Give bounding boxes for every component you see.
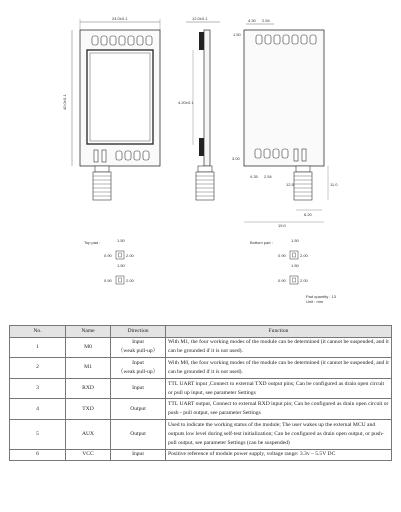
pin-function: TTL UART input ,Connect to external TXD output pins; Can be configured as drain open circuit or pull up input, see parameter Settings xyxy=(166,378,392,399)
bottom-view xyxy=(232,18,338,228)
pin-function: Used to indicate the working status of the module; The user wakes up the external MCU and outputs low level during self-test initialization; Can be configured as drain open output, or push-pull output, see parameter Settings (can be suspended) xyxy=(166,419,392,449)
svg-text:2.00: 2.00 xyxy=(300,278,308,283)
svg-text:3.00: 3.00 xyxy=(232,156,240,161)
pin-name: VCC xyxy=(66,449,111,461)
top-pad-detail xyxy=(84,238,135,284)
table-header-row xyxy=(10,326,392,338)
svg-text:11.0: 11.0 xyxy=(330,182,338,187)
svg-text:0.90: 0.90 xyxy=(104,278,112,283)
bottom-pad-detail xyxy=(250,238,337,304)
pin-direction: Input xyxy=(111,378,166,399)
top-height-dim: 40.0±0.1 xyxy=(62,94,67,110)
pin-no: 4 xyxy=(10,399,66,420)
pin-no: 1 xyxy=(10,337,66,358)
bottom-pad-label: Bottom pad : xyxy=(250,240,273,245)
side-thickness-dim: 12.0±0.1 xyxy=(192,16,208,21)
side-height-dim: 4.20±0.1 xyxy=(178,100,194,105)
svg-text:2.00: 2.00 xyxy=(126,253,134,258)
col-header-function: Function xyxy=(166,326,392,338)
pin-no: 5 xyxy=(10,419,66,449)
table-row xyxy=(10,449,392,461)
svg-text:12.5: 12.5 xyxy=(286,182,294,187)
table-row xyxy=(10,378,392,399)
pin-direction: Input （weak pull-up） xyxy=(111,337,166,358)
svg-text:4.35: 4.35 xyxy=(250,174,258,179)
table-row xyxy=(10,358,392,379)
svg-text:6.20: 6.20 xyxy=(304,212,312,217)
top-view xyxy=(62,16,160,200)
pin-name: M1 xyxy=(66,358,111,379)
svg-text:2.54: 2.54 xyxy=(264,174,272,179)
pin-name: TXD xyxy=(66,399,111,420)
svg-text:1.50: 1.50 xyxy=(291,263,299,268)
svg-text:1.50: 1.50 xyxy=(233,32,241,37)
pin-direction: Input xyxy=(111,449,166,461)
pin-function: Positive reference of module power supply, voltage range: 3.3v – 5.5V DC xyxy=(166,449,392,461)
pin-direction: Input （weak pull-up） xyxy=(111,358,166,379)
side-view xyxy=(178,16,220,200)
svg-text:0.90: 0.90 xyxy=(278,278,286,283)
top-pad-label: Top pad : xyxy=(84,240,101,245)
col-header-direction: Direction xyxy=(111,326,166,338)
svg-text:0.90: 0.90 xyxy=(104,253,112,258)
top-width-dim: 24.0±0.1 xyxy=(112,16,128,21)
pin-name: AUX xyxy=(66,419,111,449)
pin-function-table xyxy=(9,325,392,461)
pin-no: 2 xyxy=(10,358,66,379)
unit-note: Unit : mm xyxy=(306,299,324,304)
svg-text:0.90: 0.90 xyxy=(278,253,286,258)
pin-no: 6 xyxy=(10,449,66,461)
pin-name: M0 xyxy=(66,337,111,358)
pin-function: With M1, the four working modes of the module can be determined (it cannot be suspended, and it can be grounded if it is not used). xyxy=(166,337,392,358)
pin-no: 3 xyxy=(10,378,66,399)
svg-text:2.00: 2.00 xyxy=(300,253,308,258)
pad-quantity-note: Pad quantity : 13 xyxy=(306,294,337,299)
col-header-no: No. xyxy=(10,326,66,338)
pin-function: With M0, the four working modes of the module can be determined (it cannot be suspended, and it can be grounded if it is not used). xyxy=(166,358,392,379)
svg-text:2.54: 2.54 xyxy=(262,18,270,23)
table-row xyxy=(10,337,392,358)
pin-direction: Output xyxy=(111,399,166,420)
svg-text:19.0: 19.0 xyxy=(278,223,286,228)
col-header-name: Name xyxy=(66,326,111,338)
svg-text:1.50: 1.50 xyxy=(117,263,125,268)
pin-direction: Output xyxy=(111,419,166,449)
table-row xyxy=(10,399,392,420)
svg-text:1.50: 1.50 xyxy=(291,238,299,243)
svg-text:1.50: 1.50 xyxy=(117,238,125,243)
pin-name: RXD xyxy=(66,378,111,399)
table-row xyxy=(10,419,392,449)
svg-text:2.00: 2.00 xyxy=(126,278,134,283)
svg-text:4.30: 4.30 xyxy=(248,18,256,23)
pin-function: TTL UART output, Connect to external RXD input pin; Can be configured as drain open circuit or push - pull output, see parameter Settings xyxy=(166,399,392,420)
